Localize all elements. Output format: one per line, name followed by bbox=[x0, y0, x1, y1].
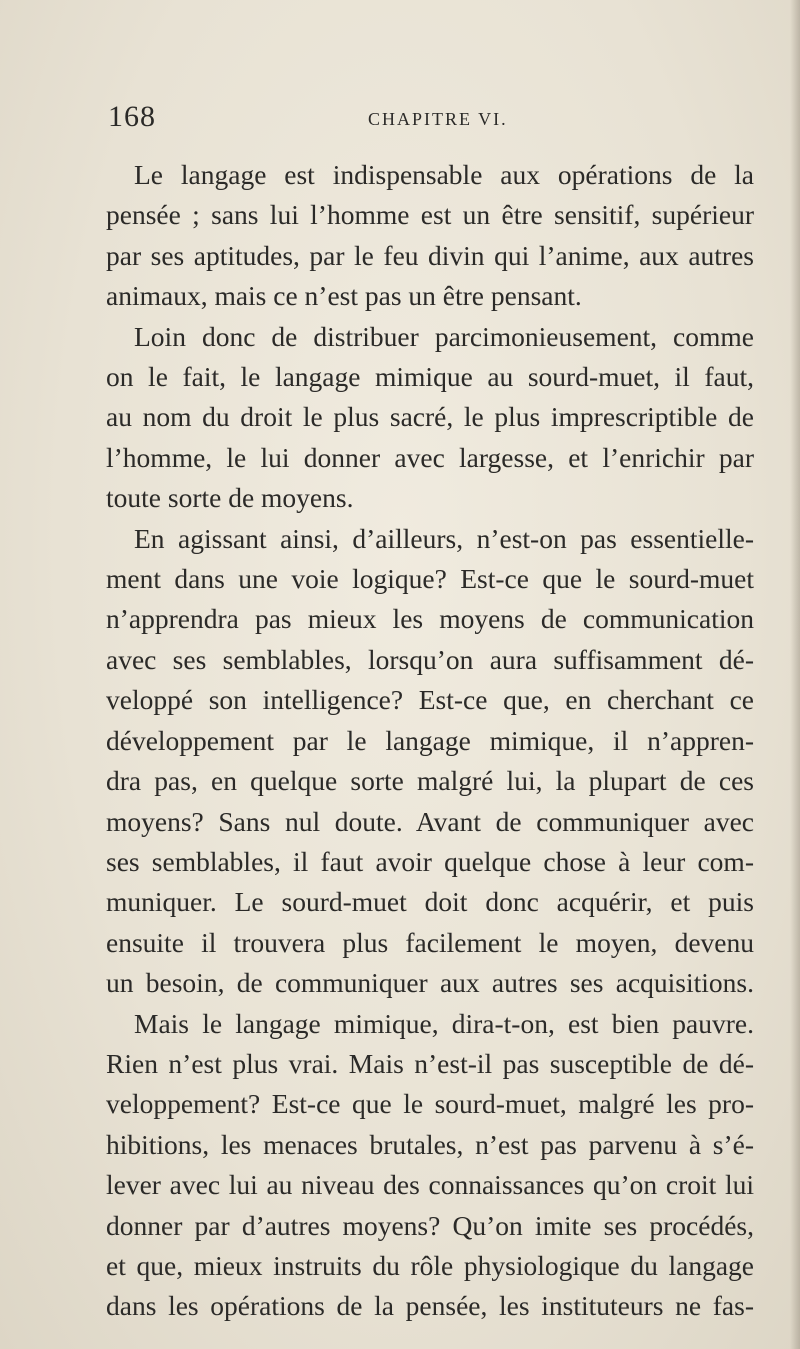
text-line: dra pas, en quelque sorte malgré lui, la plupart de ces bbox=[106, 765, 754, 797]
text-line: on le fait, le langage mimique au sourd-muet, il faut, bbox=[106, 361, 754, 393]
body-text bbox=[106, 155, 754, 1327]
page-header bbox=[108, 100, 758, 140]
text-line: hibitions, les menaces brutales, n’est pas parvenu à s’é- bbox=[106, 1128, 754, 1160]
text-line: au nom du droit le plus sacré, le plus imprescriptible de bbox=[106, 401, 754, 433]
text-line: n’apprendra pas mieux les moyens de communication bbox=[106, 603, 754, 635]
text-line: animaux, mais ce n’est pas un être pensant. bbox=[106, 280, 582, 312]
text-line: donner par d’autres moyens? Qu’on imite ses procédés, bbox=[106, 1209, 754, 1241]
text-line: En agissant ainsi, d’ailleurs, n’est-on pas essentielle- bbox=[134, 522, 754, 554]
text-line: un besoin, de communiquer aux autres ses acquisitions. bbox=[106, 967, 754, 999]
text-line: Mais le langage mimique, dira-t-on, est bien pauvre. bbox=[134, 1007, 754, 1039]
text-line: Loin donc de distribuer parcimonieusement, comme bbox=[134, 320, 754, 352]
text-line: Le langage est indispensable aux opérations de la bbox=[134, 159, 754, 190]
text-line: ensuite il trouvera plus facilement le moyen, devenu bbox=[106, 926, 754, 958]
text-line: lever avec lui au niveau des connaissances qu’on croit lui bbox=[106, 1169, 754, 1201]
text-line: veloppé son intelligence? Est-ce que, en cherchant ce bbox=[106, 684, 754, 716]
page-number: 168 bbox=[108, 100, 156, 133]
text-line: par ses aptitudes, par le feu divin qui l’anime, aux autres bbox=[106, 239, 754, 271]
text-line: ment dans une voie logique? Est-ce que le sourd-muet bbox=[106, 563, 754, 595]
text-line: l’homme, le lui donner avec largesse, et l’enrichir par bbox=[106, 441, 754, 473]
text-line: toute sorte de moyens. bbox=[106, 482, 354, 514]
text-line: dans les opérations de la pensée, les instituteurs ne fas- bbox=[106, 1290, 754, 1322]
page-edge-shadow bbox=[790, 0, 800, 1349]
text-line: moyens? Sans nul doute. Avant de communiquer avec bbox=[106, 805, 754, 837]
text-line: pensée ; sans lui l’homme est un être sensitif, supérieur bbox=[106, 199, 754, 231]
text-line: avec ses semblables, lorsqu’on aura suffisamment dé- bbox=[106, 643, 754, 675]
text-line: Rien n’est plus vrai. Mais n’est-il pas susceptible de dé- bbox=[106, 1047, 754, 1079]
text-line: veloppement? Est-ce que le sourd-muet, malgré les pro- bbox=[106, 1088, 754, 1120]
text-line: et que, mieux instruits du rôle physiologique du langage bbox=[106, 1249, 754, 1281]
text-line: ses semblables, il faut avoir quelque chose à leur com- bbox=[106, 845, 754, 877]
running-head: CHAPITRE VI. bbox=[368, 109, 508, 129]
text-line: développement par le langage mimique, il n’appren- bbox=[106, 724, 754, 756]
text-line: muniquer. Le sourd-muet doit donc acquérir, et puis bbox=[106, 886, 754, 918]
